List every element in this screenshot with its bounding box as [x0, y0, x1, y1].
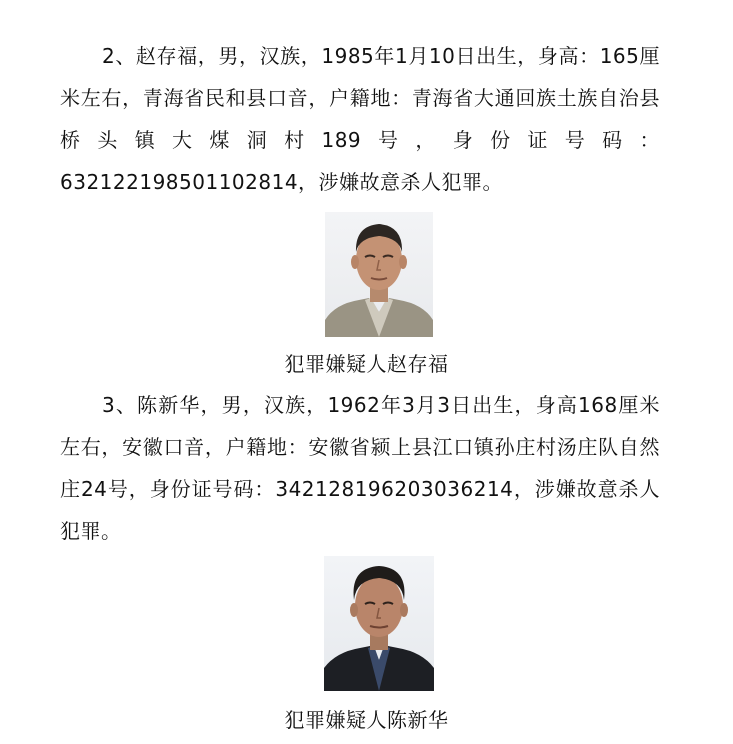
suspect-2-paragraph: [60, 35, 660, 203]
suspect-3-text: 3、陈新华，男，汉族，1962年3月3日出生，身高168厘米左右，安徽口音，户籍地：安徽省颍上县江口镇孙庄村汤庄队自然庄24号，身份证号码：342128196203036214，涉嫌故意杀人犯罪。: [60, 393, 660, 543]
portrait-3-graphic: [324, 556, 434, 691]
suspect-3-paragraph: [60, 384, 660, 552]
suspect-2-text: 2、赵存福，男，汉族，1985年1月10日出生，身高：165厘米左右，青海省民和县口音，户籍地：青海省大通回族土族自治县桥头镇大煤洞村189号，身份证号码：632122198501102814，涉嫌故意杀人犯罪。: [60, 44, 660, 194]
portrait-2-graphic: [325, 212, 433, 337]
suspect-2-caption: 犯罪嫌疑人赵存福: [284, 352, 449, 376]
suspect-3-caption: 犯罪嫌疑人陈新华: [284, 708, 449, 732]
suspect-2-photo: [325, 212, 433, 337]
suspect-3-photo: [324, 556, 434, 691]
